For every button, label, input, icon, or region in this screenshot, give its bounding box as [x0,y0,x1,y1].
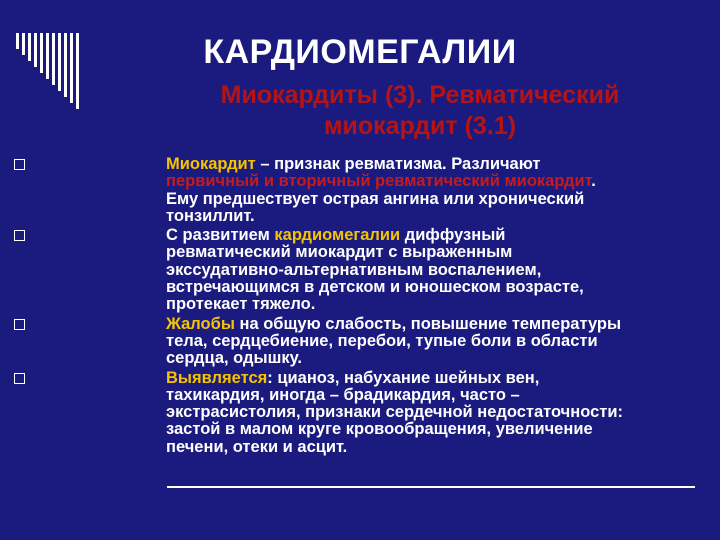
text: Ему предшествует острая ангина или хронический [166,189,585,208]
bullet-item [14,227,694,313]
slide-subtitle [120,80,720,142]
square-bullet-icon [14,230,25,241]
text: тела, сердцебиение, перебои, тупые боли в области [166,331,598,350]
highlight-term: Выявляется [166,368,268,387]
bullet-item [14,156,694,225]
highlight-term: Жалобы [166,314,235,333]
text: тахикардия, иногда – брадикардия, часто – [166,385,520,404]
text: печени, отеки и асцит. [166,437,348,456]
square-bullet-icon [14,159,25,170]
text: С развитием [166,226,275,245]
text: тонзиллит. [166,206,255,225]
footer-divider [167,486,695,488]
bullet-item [14,316,694,368]
text: экссудативно-альтернативным воспалением, [166,260,542,279]
text: . [591,172,596,191]
text: экстрасистолия, признаки сердечной недостаточности: [166,403,623,422]
subtitle-line: миокардит (3.1) [323,112,517,140]
text: протекает тяжело. [166,295,316,314]
text: сердца, одышку. [166,349,302,368]
text: ревматический миокардит с выраженным [166,243,513,262]
highlight-term: Миокардит [166,155,256,173]
highlight-term: кардиомегалии [274,226,401,245]
subtitle-line: Миокардиты (3). Ревматический [220,81,620,109]
square-bullet-icon [14,373,25,384]
text: : цианоз, набухание шейных вен, [267,368,540,387]
bullet-list [14,156,694,458]
slide-title: КАРДИОМЕГАЛИИ [203,33,517,71]
text: – признак ревматизма. Различают [255,155,541,173]
bullet-item [14,370,694,456]
text: на общую слабость, повышение температуры [234,314,622,333]
text: диффузный [400,226,506,245]
text: встречающимся в детском и юношеском возрасте, [166,278,584,297]
square-bullet-icon [14,319,25,330]
highlight-term: первичный и вторичный ревматический миокардит [166,172,592,191]
text: застой в малом круге кровообращения, увеличение [166,420,593,439]
